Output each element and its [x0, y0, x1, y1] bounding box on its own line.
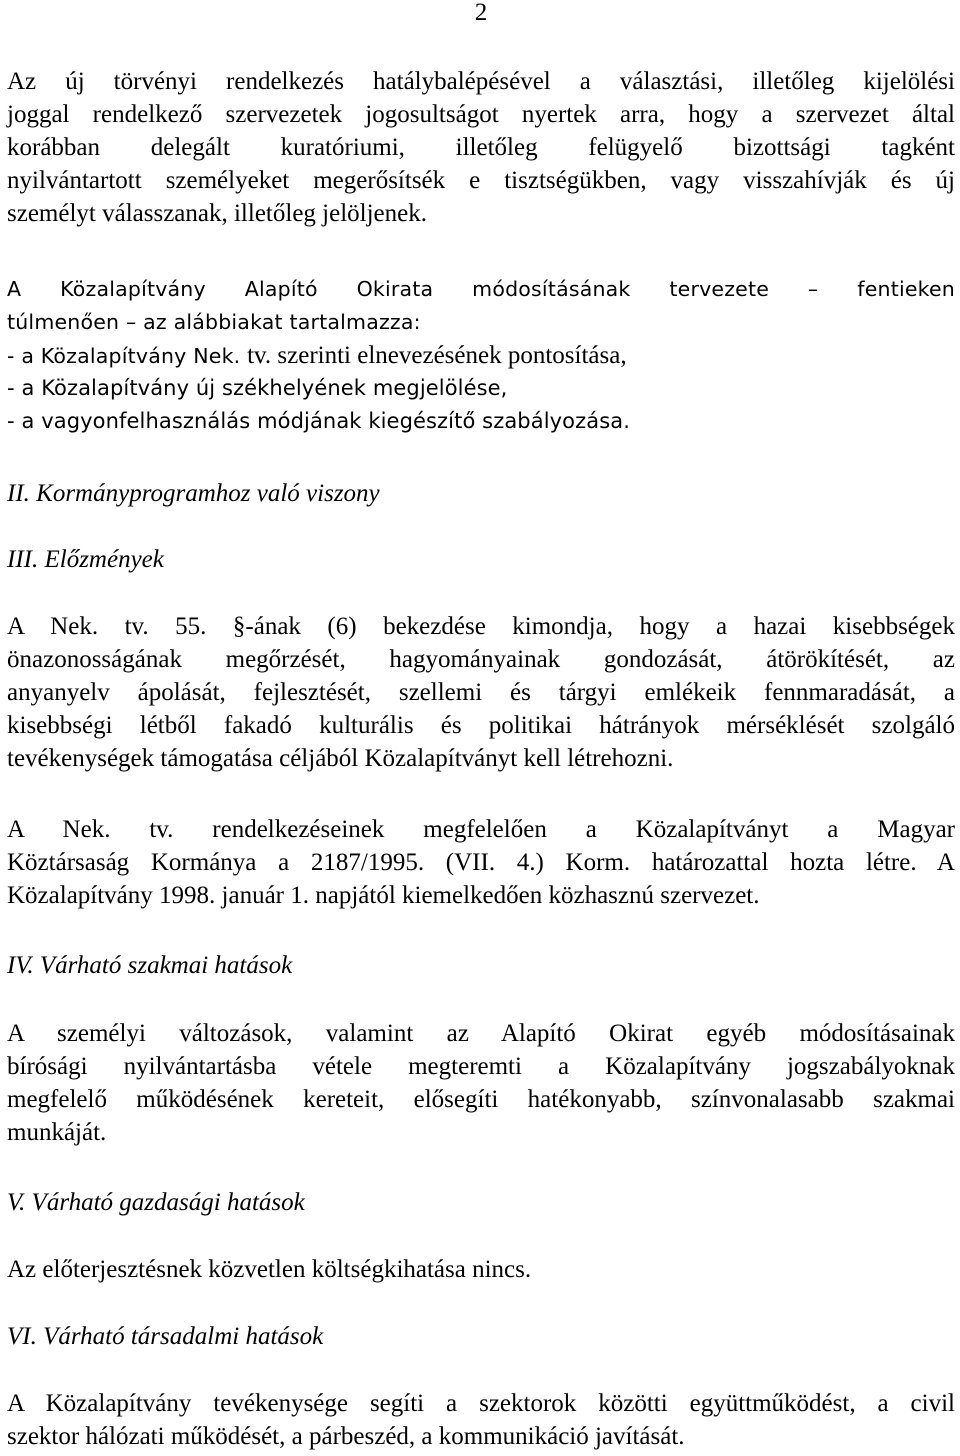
heading-professional-effects — [7, 949, 955, 982]
text-line: túlmenően – az alábbiakat tartalmazza: — [7, 310, 421, 334]
paragraph-social-effects — [7, 1387, 955, 1453]
list-item-suffix: tv. szerinti elnevezésének pontosítása, — [247, 342, 627, 369]
text-line: A Nek. tv. 55. §-ának (6) bekezdése kimondja, hogy a hazai kisebbségek — [7, 613, 955, 640]
section-heading: VI. Várható társadalmi hatások — [7, 1323, 324, 1350]
text-line: tevékenységek támogatása céljából Közalapítványt kell létrehozni. — [7, 745, 674, 772]
section-heading: III. Előzmények — [7, 546, 164, 573]
text-line: önazonosságának megőrzését, hagyományainak gondozását, átörökítését, az — [7, 646, 955, 673]
text-line: megfelelő működésének kereteit, elősegíti hatékonyabb, színvonalasabb szakmai — [7, 1086, 955, 1113]
text-line: A Nek. tv. rendelkezéseinek megfelelően a Közalapítványt a Magyar — [7, 816, 955, 843]
list-item — [7, 339, 955, 372]
section-heading: IV. Várható szakmai hatások — [7, 952, 293, 979]
heading-antecedents — [7, 543, 955, 576]
text-line: korábban delegált kuratóriumi, illetőleg felügyelő bizottsági tagként — [7, 134, 955, 161]
section-heading: V. Várható gazdasági hatások — [7, 1189, 305, 1216]
text-line: anyanyelv ápolását, fejlesztését, szellemi és tárgyi emlékeik fennmaradását, a — [7, 679, 955, 706]
text-line: Köztársaság Kormánya a 2187/1995. (VII. 4.) Korm. határozattal hozta létre. A — [7, 849, 955, 876]
text-line: személyt válasszanak, illetőleg jelöljenek. — [7, 200, 427, 227]
text-line: munkáját. — [7, 1119, 107, 1146]
paragraph-foundation-established — [7, 813, 955, 912]
paragraph-professional-effects — [7, 1017, 955, 1149]
text-line: joggal rendelkező szervezetek jogosultságot nyertek arra, hogy a szervezet által — [7, 101, 955, 128]
text-line: nyilvántartott személyeket megerősítsék e tisztségükben, vagy visszahívják és új — [7, 167, 955, 194]
paragraph-economic-effects — [7, 1253, 955, 1286]
text-line: A Közalapítvány Alapító Okirata módosításának tervezete – fentieken — [7, 277, 955, 301]
section-heading: II. Kormányprogramhoz való viszony — [7, 480, 380, 507]
text-line: Közalapítvány 1998. január 1. napjától kiemelkedően közhasznú szervezet. — [7, 882, 760, 909]
page-number: 2 — [474, 0, 488, 26]
list-item-prefix: - a Közalapítvány Nek. — [7, 344, 248, 368]
text-line: Az előterjesztésnek közvetlen költségkihatása nincs. — [7, 1256, 532, 1283]
amendment-list — [7, 339, 955, 438]
text-line: Az új törvényi rendelkezés hatálybalépésével a választási, illetőleg kijelölési — [7, 68, 955, 95]
heading-economic-effects — [7, 1186, 955, 1219]
list-item: - a vagyonfelhasználás módjának kiegészítő szabályozása. — [7, 409, 630, 433]
text-line: kisebbségi létből fakadó kulturális és politikai hátrányok mérséklését szolgáló — [7, 712, 955, 739]
paragraph-draft-amendment — [7, 273, 955, 339]
paragraph-new-law — [7, 65, 955, 230]
text-line: A Közalapítvány tevékenysége segíti a szektorok közötti együttműködést, a civil — [7, 1390, 955, 1417]
text-line: A személyi változások, valamint az Alapító Okirat egyéb módosításainak — [7, 1020, 955, 1047]
heading-social-effects — [7, 1320, 955, 1353]
text-line: szektor hálózati működését, a párbeszéd, a kommunikáció javítását. — [7, 1423, 685, 1450]
text-line: bírósági nyilvántartásba vétele megteremti a Közalapítvány jogszabályoknak — [7, 1053, 955, 1080]
list-item: - a Közalapítvány új székhelyének megjelölése, — [7, 376, 508, 400]
paragraph-nek-55 — [7, 610, 955, 775]
heading-government-program — [7, 477, 955, 510]
